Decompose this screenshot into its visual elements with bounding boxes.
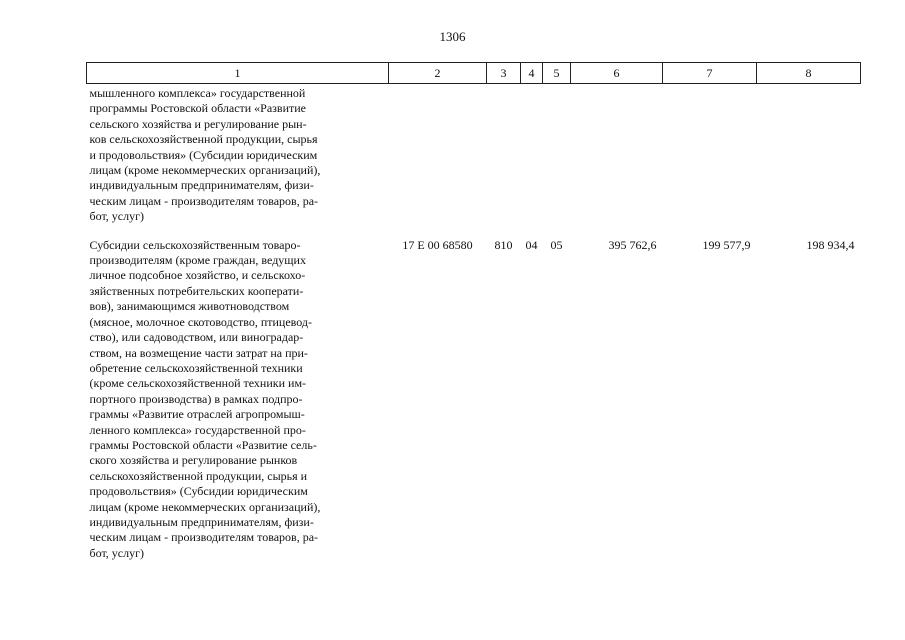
cell-rz: 04 xyxy=(525,237,538,252)
text-line: граммы «Развитие отраслей агропромыш- xyxy=(89,407,305,422)
cell-sum-2: 199 577,9 xyxy=(702,237,751,252)
table-row xyxy=(87,84,861,232)
cell-sum-2 xyxy=(663,84,757,232)
text-line: производителям (кроме граждан, ведущих xyxy=(89,253,306,268)
text-line: сельского хозяйства и регулирование рын- xyxy=(89,116,307,131)
cell-csr xyxy=(389,84,487,232)
header-col-6: 6 xyxy=(571,63,663,84)
text-line: (кроме сельскохозяйственной техники им- xyxy=(89,376,307,391)
text-line: ство), или садоводством, или виноградар- xyxy=(89,330,304,345)
text-line: продовольствия» (Субсидии юридическим xyxy=(89,484,308,499)
text-line: бот, услуг) xyxy=(89,209,145,224)
header-col-1: 1 xyxy=(87,63,389,84)
page-number: 1306 xyxy=(439,29,466,44)
row-description xyxy=(87,232,389,562)
text-line: (мясное, молочное скотоводство, птицевод- xyxy=(89,314,313,329)
text-line: ского хозяйства и регулирование рынков xyxy=(89,453,298,468)
text-line: портного производства) в рамках подпро- xyxy=(89,391,303,406)
cell-pr: 05 xyxy=(550,237,563,252)
cell-vr xyxy=(487,84,521,232)
text-line: ческим лицам - производителям товаров, ра- xyxy=(89,193,319,208)
text-line: лицам (кроме некоммерческих организаций), xyxy=(89,163,321,178)
text-line: зяйственных потребительских кооперати- xyxy=(89,283,304,298)
header-col-8: 8 xyxy=(757,63,861,84)
cell-sum-1 xyxy=(571,84,663,232)
text-line: и продовольствия» (Субсидии юридическим xyxy=(89,147,318,162)
text-line: вов), занимающимся животноводством xyxy=(89,299,290,314)
budget-table xyxy=(86,62,861,561)
text-line: индивидуальным предпринимателям, физи- xyxy=(89,514,314,529)
text-line: бот, услуг) xyxy=(89,545,145,560)
header-col-2: 2 xyxy=(389,63,487,84)
header-col-5: 5 xyxy=(543,63,571,84)
cell-sum-1: 395 762,6 xyxy=(608,237,657,252)
header-row xyxy=(87,63,861,84)
row-description xyxy=(87,84,389,232)
table-row xyxy=(87,232,861,562)
text-line: личное подсобное хозяйство, и сельскохо- xyxy=(89,268,306,283)
cell-sum-3: 198 934,4 xyxy=(806,237,855,252)
text-line: граммы Ростовской области «Развитие сель- xyxy=(89,437,317,452)
cell-csr: 17 Е 00 68580 xyxy=(402,237,473,252)
header-col-4: 4 xyxy=(521,63,543,84)
text-line: сельскохозяйственной продукции, сырья и xyxy=(89,468,308,483)
cell-vr: 810 xyxy=(494,237,513,252)
text-line: Субсидии сельскохозяйственным товаро- xyxy=(89,237,301,252)
text-line: мышленного комплекса» государственной xyxy=(89,86,306,100)
text-line: индивидуальным предпринимателям, физи- xyxy=(89,178,314,193)
text-line: программы Ростовской области «Развитие xyxy=(89,101,307,116)
text-line: лицам (кроме некоммерческих организаций), xyxy=(89,499,321,514)
text-line: ленного комплекса» государственной про- xyxy=(89,422,306,437)
header-col-7: 7 xyxy=(663,63,757,84)
text-line: ством, на возмещение части затрат на при- xyxy=(89,345,308,360)
cell-sum-3 xyxy=(757,84,861,232)
cell-pr xyxy=(543,84,571,232)
header-col-3: 3 xyxy=(487,63,521,84)
text-line: обретение сельскохозяйственной техники xyxy=(89,360,303,375)
cell-rz xyxy=(521,84,543,232)
budget-table-container xyxy=(86,62,860,561)
text-line: ков сельскохозяйственной продукции, сырья xyxy=(89,132,318,147)
text-line: ческим лицам - производителям товаров, ра- xyxy=(89,530,319,545)
